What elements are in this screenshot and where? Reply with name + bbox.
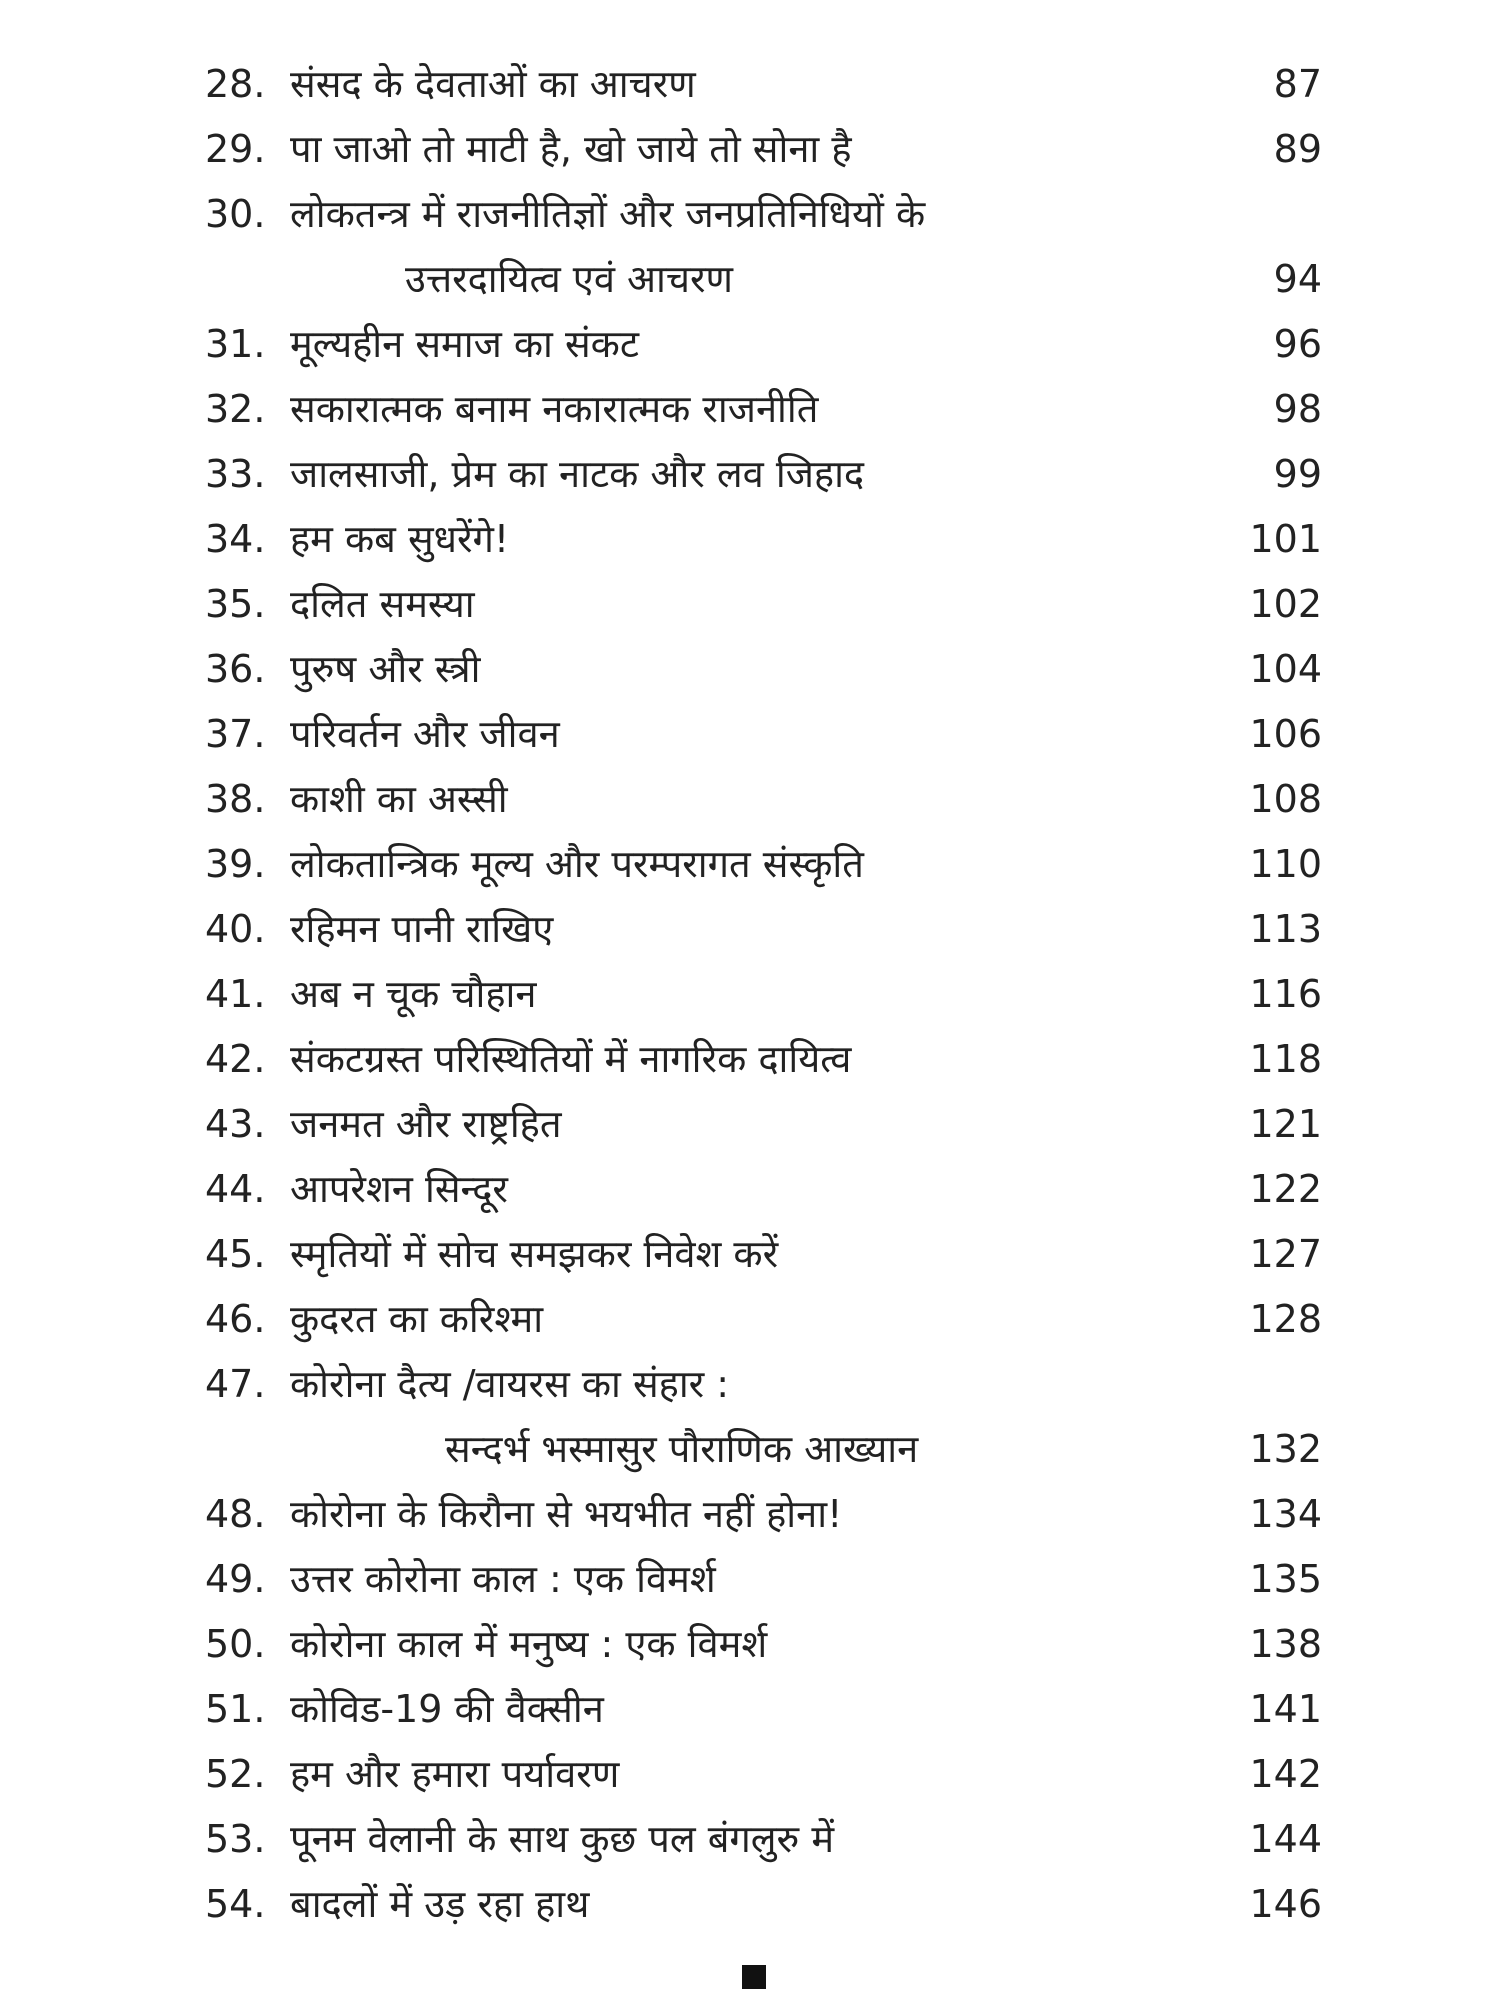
entry-number: 30.	[205, 192, 266, 236]
entry-number: 49.	[205, 1557, 266, 1601]
toc-entry-54[interactable]	[0, 1872, 1500, 1937]
toc-entry-50[interactable]	[0, 1612, 1500, 1677]
toc-entry-32[interactable]	[0, 377, 1500, 442]
entry-page-number: 122	[1249, 1167, 1322, 1211]
toc-entry-47-continuation[interactable]	[0, 1417, 1500, 1482]
entry-number: 53.	[205, 1817, 266, 1861]
entry-number: 43.	[205, 1102, 266, 1146]
entry-page-number: 146	[1249, 1882, 1322, 1926]
entry-number: 44.	[205, 1167, 266, 1211]
entry-page-number: 110	[1249, 842, 1322, 886]
entry-number: 42.	[205, 1037, 266, 1081]
entry-number: 32.	[205, 387, 266, 431]
entry-title: सकारात्मक बनाम नकारात्मक राजनीति	[290, 387, 819, 431]
toc-entry-30-continuation[interactable]	[0, 247, 1500, 312]
entry-page-number: 121	[1249, 1102, 1322, 1146]
entry-page-number: 138	[1249, 1622, 1322, 1666]
toc-entry-40[interactable]	[0, 897, 1500, 962]
toc-entry-51[interactable]	[0, 1677, 1500, 1742]
entry-title: कोविड-19 की वैक्सीन	[290, 1687, 604, 1731]
entry-title: कोरोना दैत्य /वायरस का संहार :	[290, 1362, 730, 1406]
entry-title: जनमत और राष्ट्रहित	[290, 1102, 562, 1146]
toc-entry-46[interactable]	[0, 1287, 1500, 1352]
entry-title: पुरुष और स्त्री	[290, 647, 481, 691]
entry-title: कुदरत का करिश्मा	[290, 1297, 544, 1341]
entry-title: काशी का अस्सी	[290, 777, 508, 821]
entry-page-number: 106	[1249, 712, 1322, 756]
entry-page-number: 132	[1249, 1427, 1322, 1471]
entry-number: 40.	[205, 907, 266, 951]
entry-title: स्मृतियों में सोच समझकर निवेश करें	[290, 1232, 779, 1276]
entry-number: 41.	[205, 972, 266, 1016]
entry-page-number: 94	[1273, 257, 1322, 301]
entry-title: जालसाजी, प्रेम का नाटक और लव जिहाद	[290, 452, 865, 496]
entry-page-number: 102	[1249, 582, 1322, 626]
toc-entry-31[interactable]	[0, 312, 1500, 377]
entry-number: 51.	[205, 1687, 266, 1731]
entry-page-number: 108	[1249, 777, 1322, 821]
entry-page-number: 118	[1249, 1037, 1322, 1081]
toc-entry-48[interactable]	[0, 1482, 1500, 1547]
entry-title-continuation: सन्दर्भ भस्मासुर पौराणिक आख्यान	[445, 1427, 919, 1471]
entry-page-number: 98	[1273, 387, 1322, 431]
entry-page-number: 96	[1273, 322, 1322, 366]
entry-title: रहिमन पानी राखिए	[290, 907, 554, 951]
entry-number: 34.	[205, 517, 266, 561]
entry-page-number: 127	[1249, 1232, 1322, 1276]
toc-entry-39[interactable]	[0, 832, 1500, 897]
toc-entry-41[interactable]	[0, 962, 1500, 1027]
entry-page-number: 142	[1249, 1752, 1322, 1796]
toc-entry-33[interactable]	[0, 442, 1500, 507]
entry-number: 46.	[205, 1297, 266, 1341]
toc-entry-34[interactable]	[0, 507, 1500, 572]
entry-page-number: 141	[1249, 1687, 1322, 1731]
toc-entry-35[interactable]	[0, 572, 1500, 637]
entry-page-number: 113	[1249, 907, 1322, 951]
entry-number: 37.	[205, 712, 266, 756]
entry-number: 52.	[205, 1752, 266, 1796]
toc-entry-38[interactable]	[0, 767, 1500, 832]
entry-number: 47.	[205, 1362, 266, 1406]
entry-number: 39.	[205, 842, 266, 886]
entry-title: लोकतन्त्र में राजनीतिज्ञों और जनप्रतिनिधियों के	[290, 192, 926, 236]
toc-entry-36[interactable]	[0, 637, 1500, 702]
toc-entry-30[interactable]	[0, 182, 1500, 247]
page-end-square-marker	[742, 1965, 766, 1989]
entry-number: 54.	[205, 1882, 266, 1926]
entry-title: कोरोना के किरौना से भयभीत नहीं होना!	[290, 1492, 843, 1536]
entry-number: 45.	[205, 1232, 266, 1276]
toc-entry-43[interactable]	[0, 1092, 1500, 1157]
entry-number: 35.	[205, 582, 266, 626]
entry-title: संसद के देवताओं का आचरण	[290, 62, 696, 106]
toc-entry-45[interactable]	[0, 1222, 1500, 1287]
entry-page-number: 104	[1249, 647, 1322, 691]
entry-title: आपरेशन सिन्दूर	[290, 1167, 508, 1211]
entry-page-number: 135	[1249, 1557, 1322, 1601]
entry-page-number: 134	[1249, 1492, 1322, 1536]
toc-entry-53[interactable]	[0, 1807, 1500, 1872]
entry-page-number: 144	[1249, 1817, 1322, 1861]
entry-title: मूल्यहीन समाज का संकट	[290, 322, 639, 366]
entry-page-number: 87	[1273, 62, 1322, 106]
entry-number: 36.	[205, 647, 266, 691]
entry-number: 31.	[205, 322, 266, 366]
entry-number: 48.	[205, 1492, 266, 1536]
entry-page-number: 116	[1249, 972, 1322, 1016]
entry-number: 33.	[205, 452, 266, 496]
entry-number: 28.	[205, 62, 266, 106]
toc-entry-37[interactable]	[0, 702, 1500, 767]
entry-number: 38.	[205, 777, 266, 821]
table-of-contents	[0, 52, 1500, 1937]
entry-title: लोकतान्त्रिक मूल्य और परम्परागत संस्कृति	[290, 842, 864, 886]
entry-number: 50.	[205, 1622, 266, 1666]
toc-entry-42[interactable]	[0, 1027, 1500, 1092]
entry-title: पा जाओ तो माटी है, खो जाये तो सोना है	[290, 127, 852, 171]
entry-title: बादलों में उड़ रहा हाथ	[290, 1882, 590, 1926]
entry-title: उत्तर कोरोना काल : एक विमर्श	[290, 1557, 716, 1601]
toc-entry-52[interactable]	[0, 1742, 1500, 1807]
entry-title: कोरोना काल में मनुष्य : एक विमर्श	[290, 1622, 768, 1666]
entry-title: हम और हमारा पर्यावरण	[290, 1752, 620, 1796]
toc-entry-47[interactable]	[0, 1352, 1500, 1417]
toc-entry-28[interactable]	[0, 52, 1500, 117]
entry-title-continuation: उत्तरदायित्व एवं आचरण	[405, 257, 734, 301]
entry-page-number: 101	[1249, 517, 1322, 561]
entry-number: 29.	[205, 127, 266, 171]
entry-title: संकटग्रस्त परिस्थितियों में नागरिक दायित्व	[290, 1037, 852, 1081]
entry-title: हम कब सुधरेंगे!	[290, 517, 510, 561]
entry-title: दलित समस्या	[290, 582, 475, 626]
entry-page-number: 89	[1273, 127, 1322, 171]
entry-title: अब न चूक चौहान	[290, 972, 537, 1016]
toc-entry-29[interactable]	[0, 117, 1500, 182]
toc-entry-44[interactable]	[0, 1157, 1500, 1222]
entry-title: पूनम वेलानी के साथ कुछ पल बंगलुरु में	[290, 1817, 835, 1861]
entry-page-number: 99	[1273, 452, 1322, 496]
entry-title: परिवर्तन और जीवन	[290, 712, 560, 756]
entry-page-number: 128	[1249, 1297, 1322, 1341]
toc-entry-49[interactable]	[0, 1547, 1500, 1612]
